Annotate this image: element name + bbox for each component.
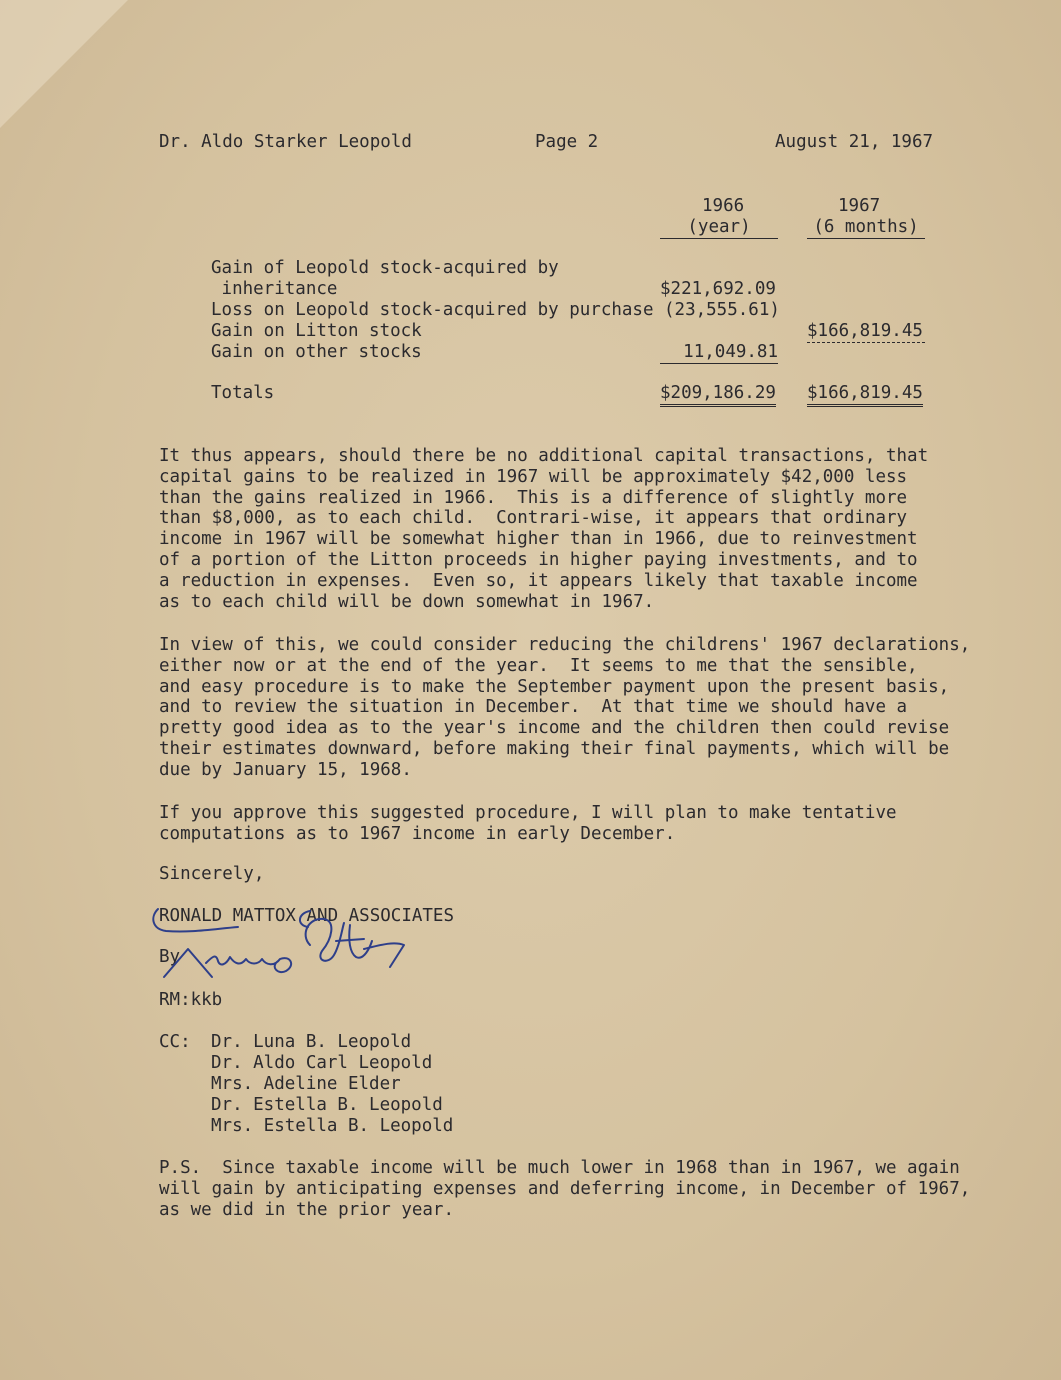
col-1966-year: 1966 bbox=[702, 196, 745, 216]
cc-name: Dr. Aldo Carl Leopold bbox=[211, 1053, 433, 1073]
cc-name: Dr. Estella B. Leopold bbox=[211, 1095, 443, 1115]
row-label: Gain on Litton stock bbox=[211, 321, 422, 341]
row-value-1966: $221,692.09 bbox=[660, 279, 776, 299]
cc-label: CC: bbox=[159, 1032, 191, 1052]
cc-name: Mrs. Adeline Elder bbox=[211, 1074, 401, 1094]
col-1967-period: (6 months) bbox=[807, 217, 925, 239]
salutation: Sincerely, bbox=[159, 864, 265, 884]
typist-initials: RM:kkb bbox=[159, 990, 223, 1010]
handwritten-signature bbox=[150, 905, 420, 985]
recipient-name: Dr. Aldo Starker Leopold bbox=[159, 132, 412, 152]
total-1966: $209,186.29 bbox=[660, 383, 776, 407]
totals-label: Totals bbox=[211, 383, 275, 403]
cc-name: Mrs. Estella B. Leopold bbox=[211, 1116, 454, 1136]
cc-name: Dr. Luna B. Leopold bbox=[211, 1032, 412, 1052]
paragraph-1: It thus appears, should there be no additional capital transactions, that capital gains to be realized in 1967 will be approximately $42,000 less than the gains realized in 1966. This is a difference of slightly more than $8,000, as to each child. Contrari-wise, it appears that ordinary income in 1967 will be somewhat higher than in 1966, due to reinvestment of a portion of the Litton proceeds in higher paying investments, and to a reduction in expenses. Even so, it appears likely that taxable income as to each child will be down somewhat in 1967. bbox=[159, 446, 929, 612]
row-label: Gain on other stocks bbox=[211, 342, 422, 362]
row-value-1966: (23,555.61) bbox=[664, 300, 780, 320]
row-value-1967: $166,819.45 bbox=[807, 321, 923, 341]
row-label: Gain of Leopold stock-acquired by bbox=[211, 258, 559, 278]
paragraph-2: In view of this, we could consider reducing the childrens' 1967 declarations, either now or at the end of the year. It seems to me that the sensible, and easy procedure is to make the September payment upon the present basis, and to review the situation in December. At that time we should have a pretty good idea as to the year's income and the children then could revise their estimates downward, before making their final payments, which will be due by January 15, 1968. bbox=[159, 635, 971, 780]
row-value-1966: 11,049.81 bbox=[660, 342, 778, 364]
folded-corner bbox=[0, 0, 128, 128]
postscript: P.S. Since taxable income will be much lower in 1968 than in 1967, we again will gain by anticipating expenses and deferring income, in December of 1967, as we did in the prior year. bbox=[159, 1158, 971, 1220]
total-1967: $166,819.45 bbox=[807, 383, 923, 407]
row-label: Loss on Leopold stock-acquired by purchase bbox=[211, 300, 654, 320]
col-1966-period: (year) bbox=[660, 217, 778, 239]
paragraph-3: If you approve this suggested procedure, I will plan to make tentative computations as to 1967 income in early December. bbox=[159, 803, 897, 844]
row-label: inheritance bbox=[211, 279, 338, 299]
by-label: By bbox=[159, 947, 181, 967]
letter-date: August 21, 1967 bbox=[775, 132, 934, 152]
col-1967-year: 1967 bbox=[838, 196, 881, 216]
firm-name: RONALD MATTOX AND ASSOCIATES bbox=[159, 906, 455, 926]
row-blank-underline bbox=[807, 342, 925, 343]
page-number: Page 2 bbox=[535, 132, 599, 152]
